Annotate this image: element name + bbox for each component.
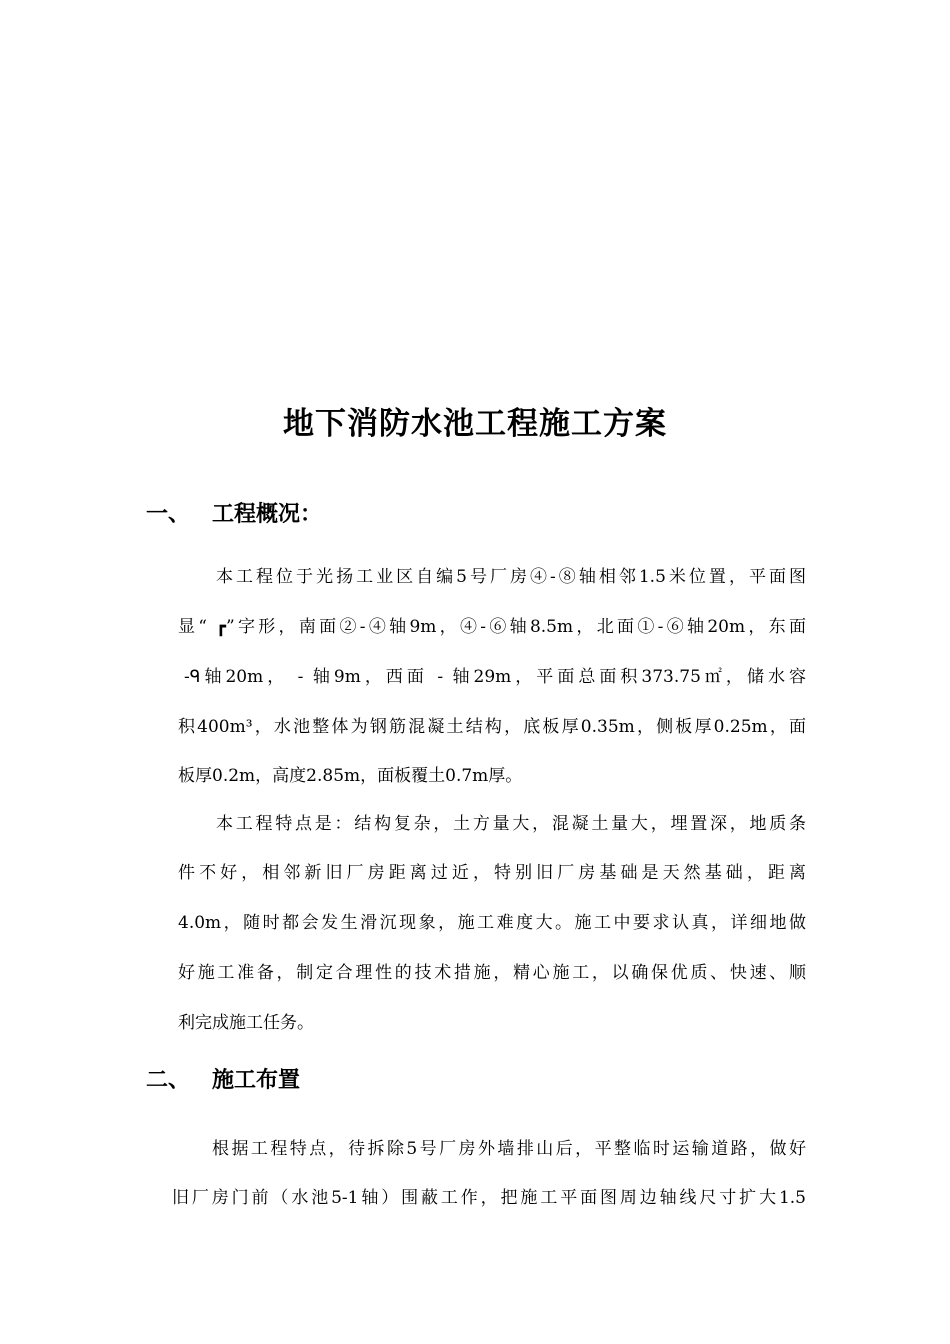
section-heading-1 <box>146 500 322 530</box>
paragraph-line: 件不好，相邻新旧厂房距离过近，特别旧厂房基础是天然基础，距离 <box>178 863 806 883</box>
section-number: 一、 <box>146 502 191 527</box>
paragraph-line: 利完成施工任务。 <box>178 1013 314 1033</box>
paragraph-line: 积400m³，水池整体为钢筋混凝土结构，底板厚0.35m，侧板厚0.25m，面 <box>178 717 806 737</box>
paragraph-line: 旧厂房门前（水池5-1轴）围蔽工作，把施工平面图周边轴线尺寸扩大1.5 <box>172 1188 806 1208</box>
paragraph-line: 4.0m，随时都会发生滑沉现象，施工难度大。施工中要求认真，详细地做 <box>178 913 806 933</box>
paragraph-line: 根据工程特点，待拆除5号厂房外墙排山后，平整临时运输道路，做好 <box>212 1139 806 1159</box>
section-heading-2 <box>146 1066 300 1096</box>
section-number: 二、 <box>146 1068 191 1093</box>
section-title: 工程概况： <box>212 502 323 527</box>
paragraph-line: -ᑫ轴20m， - 轴9m，西面 - 轴29m，平面总面积373.75㎡，储水容 <box>184 667 806 687</box>
paragraph-line: 本工程位于光扬工业区自编5号厂房④-⑧轴相邻1.5米位置，平面图 <box>216 567 806 587</box>
paragraph-line: 显“ ┏”字形，南面②-④轴9m，④-⑥轴8.5m，北面①-⑥轴20m，东面 <box>178 617 806 637</box>
paragraph-line: 板厚0.2m，高度2.85m，面板覆土0.7m厚。 <box>178 766 523 786</box>
paragraph-line: 本工程特点是：结构复杂，土方量大，混凝土量大，埋置深，地质条 <box>216 814 806 834</box>
document-title: 地下消防水池工程施工方案 <box>283 406 667 442</box>
paragraph-line: 好施工准备，制定合理性的技术措施，精心施工，以确保优质、快速、顺 <box>178 963 806 983</box>
section-title: 施工布置 <box>212 1068 301 1093</box>
